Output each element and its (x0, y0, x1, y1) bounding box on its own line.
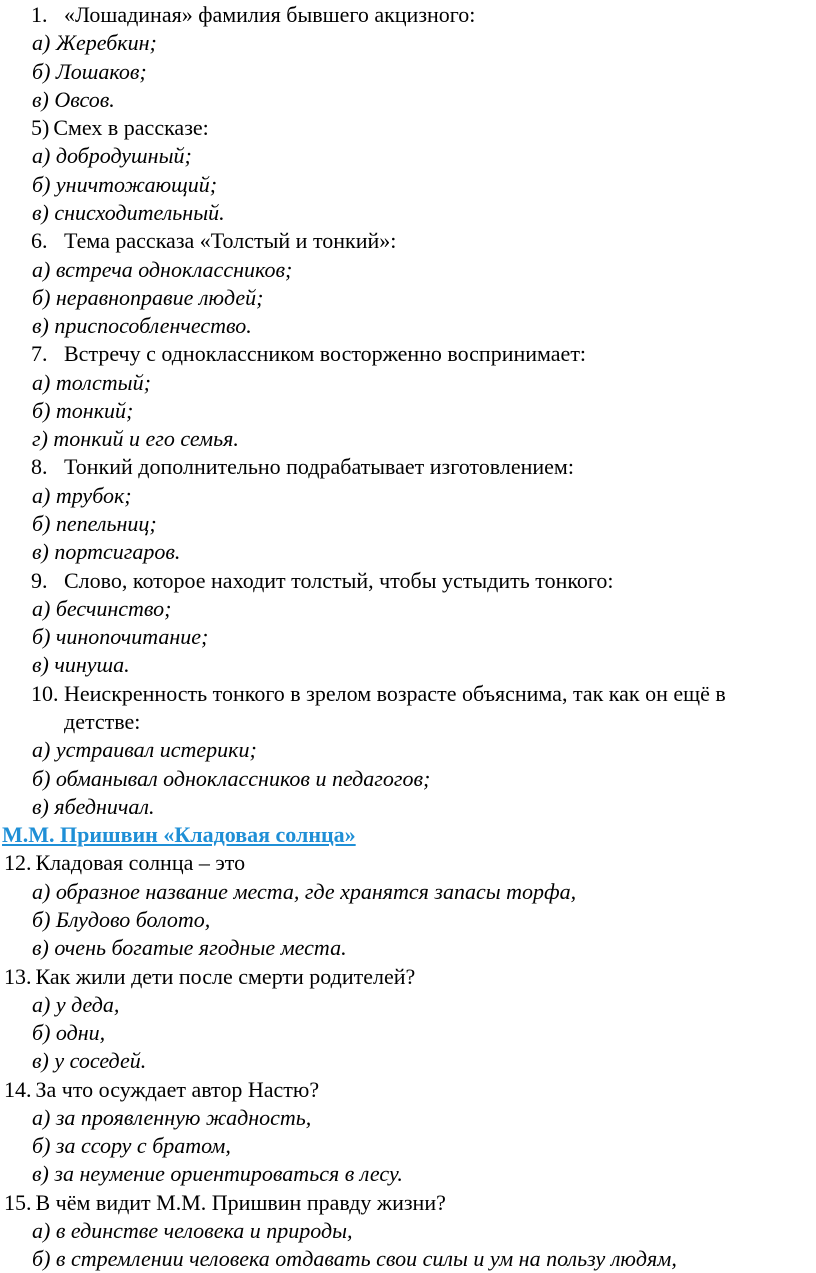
question-number: 13. (4, 964, 32, 989)
question-text: Тонкий дополнительно подрабатывает изготовлением: (64, 454, 574, 479)
answer-option: в) за неумение ориентироваться в лесу. (32, 1161, 403, 1186)
question-number: 9. (31, 568, 48, 593)
question (4, 1076, 319, 1104)
answer-option: а) образное название места, где хранятся запасы торфа, (32, 879, 577, 904)
answer-option: б) чинопочитание; (32, 624, 209, 649)
answer-option: а) трубок; (32, 483, 132, 508)
question-text: Слово, которое находит толстый, чтобы устыдить тонкого: (64, 568, 614, 593)
answer-option: в) очень богатые ягодные места. (32, 935, 347, 960)
question-number: 15. (4, 1190, 32, 1215)
answer-option: б) в стремлении человека отдавать свои силы и ум на пользу людям, (32, 1246, 677, 1271)
question (31, 680, 726, 708)
answer-option: б) тонкий; (32, 398, 134, 423)
answer-option: б) обманывал одноклассников и педагогов; (32, 766, 431, 791)
answer-option: а) бесчинство; (32, 596, 172, 621)
answer-option: в) у соседей. (32, 1048, 147, 1073)
question (4, 849, 245, 877)
answer-option: б) уничтожающий; (32, 172, 218, 197)
answer-option: а) в единстве человека и природы, (32, 1218, 353, 1243)
question-text: Кладовая солнца – это (35, 850, 246, 875)
question-text-continuation: детстве: (64, 709, 141, 734)
question (31, 114, 209, 142)
question (31, 340, 586, 368)
answer-option: а) у деда, (32, 992, 120, 1017)
answer-option: а) встреча одноклассников; (32, 257, 293, 282)
question-text: Тема рассказа «Толстый и тонкий»: (64, 228, 397, 253)
question-text: Неискренность тонкого в зрелом возрасте объяснима, так как он ещё в (64, 681, 726, 706)
question (31, 567, 614, 595)
answer-option: б) Блудово болото, (32, 907, 211, 932)
answer-option: а) добродушный; (32, 143, 192, 168)
question-text: «Лошадиная» фамилия бывшего акцизного: (64, 2, 476, 27)
answer-option: а) толстый; (32, 370, 151, 395)
question-number: 7. (31, 341, 48, 366)
question-number: 12. (4, 850, 32, 875)
question-text: За что осуждает автор Настю? (35, 1077, 320, 1102)
answer-option: б) одни, (32, 1020, 106, 1045)
question (4, 1189, 446, 1217)
question-number: 10. (31, 681, 59, 706)
answer-option: а) за проявленную жадность, (32, 1105, 312, 1130)
answer-option: б) неравноправие людей; (32, 285, 264, 310)
answer-option: г) тонкий и его семья. (32, 426, 239, 451)
question-number: 8. (31, 454, 48, 479)
question-text: В чём видит М.М. Пришвин правду жизни? (35, 1190, 446, 1215)
section-heading: М.М. Пришвин «Кладовая солнца» (2, 822, 356, 847)
answer-option: б) пепельниц; (32, 511, 157, 536)
question-text: Смех в рассказе: (53, 115, 209, 140)
question-number: 1. (31, 2, 48, 27)
answer-option: б) Лошаков; (32, 59, 147, 84)
answer-option: а) устраивал истерики; (32, 737, 257, 762)
answer-option: в) портсигаров. (32, 539, 181, 564)
question-number: 14. (4, 1077, 32, 1102)
answer-option: в) приспособленчество. (32, 313, 252, 338)
question-text: Как жили дети после смерти родителей? (35, 964, 416, 989)
answer-option: в) снисходительный. (32, 200, 225, 225)
question-number: 5) (31, 115, 50, 140)
question-text: Встречу с одноклассником восторженно воспринимает: (64, 341, 587, 366)
question-number: 6. (31, 228, 48, 253)
question (31, 227, 396, 255)
question (4, 963, 415, 991)
answer-option: б) за ссору с братом, (32, 1133, 231, 1158)
answer-option: а) Жеребкин; (32, 30, 157, 55)
answer-option: в) ябедничал. (32, 794, 155, 819)
question (31, 1, 475, 29)
question (31, 453, 574, 481)
answer-option: в) чинуша. (32, 652, 130, 677)
answer-option: в) Овсов. (32, 87, 115, 112)
